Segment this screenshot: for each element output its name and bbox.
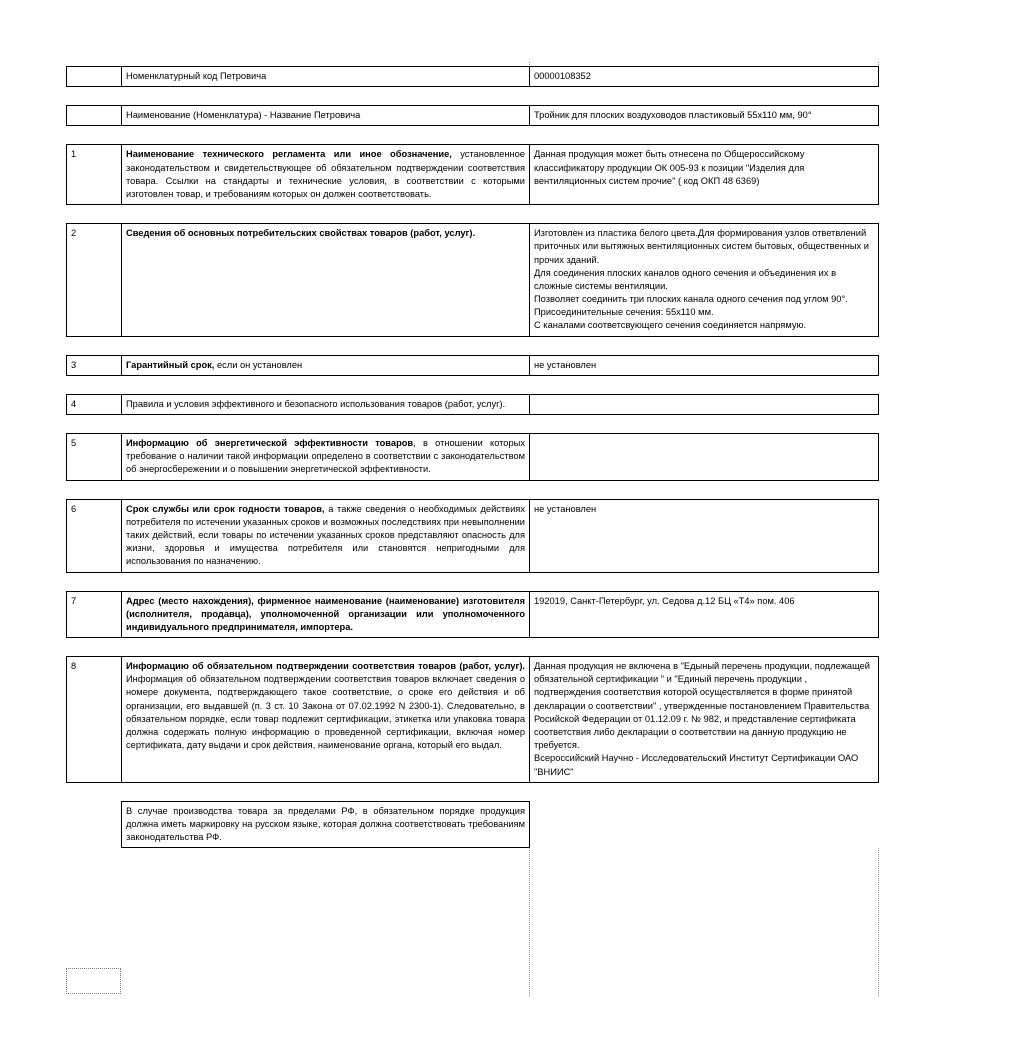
- row-label-bold: Информацию об энергетической эффективности товаров: [126, 438, 414, 448]
- spacer-cell: [67, 480, 122, 499]
- row-label-bold: Адрес (место нахождения), фирменное наименование (наименование) изготовителя (исполнителя, продавца), уполномоченной организации или уполномоченного индивидуального предпринимателя, импортера.: [126, 595, 525, 632]
- table-row-3: [67, 355, 879, 375]
- value-line: С каналами соответсвующего сечения соединяется напрямую.: [534, 320, 807, 331]
- row-number: 6: [67, 499, 122, 572]
- row-label: [122, 145, 530, 205]
- footer-note: В случае производства товара за пределами РФ, в обязательном порядке продукция должна иметь маркировку на русском языке, которая должна соответствовать требованиям законодательства РФ.: [122, 801, 530, 848]
- row-value: Данная продукция может быть отнесена по Общероссийскому классификатору продукции ОК 005-93 к позиции "Изделия для вентиляционных систем прочие" ( код ОКП 48 6369): [530, 145, 879, 205]
- spacer-cell: [530, 126, 879, 145]
- spacer-cell: [530, 336, 879, 355]
- table-row-8: [67, 657, 879, 783]
- table-row-4: [67, 394, 879, 414]
- spacer-cell: [530, 205, 879, 224]
- row-spacer: [67, 87, 879, 106]
- table-row-7: [67, 591, 879, 638]
- row-value: [530, 434, 879, 481]
- row-spacer: [67, 415, 879, 434]
- row-label: [122, 657, 530, 783]
- row-spacer: [67, 205, 879, 224]
- row-spacer: [67, 126, 879, 145]
- spacer-cell: [122, 205, 530, 224]
- row-value-empty: [530, 801, 879, 848]
- table-row-6: [67, 499, 879, 572]
- row-spacer: [67, 336, 879, 355]
- row-spacer: [67, 782, 879, 801]
- table-row-product-name: [67, 106, 879, 126]
- spacer-cell: [122, 638, 530, 657]
- row-label-bold: Срок службы или срок годности товаров,: [126, 503, 325, 514]
- spacer-cell: [67, 205, 122, 224]
- row-label-rest: , в отношении которых требование о наличии такой информации определено в соответствии с законодательством об энергосбережении и о повышении энергетической эффективности.: [126, 438, 525, 475]
- row-number-empty: [67, 106, 122, 126]
- row-value: 192019, Санкт-Петербург, ул. Седова д.12 БЦ «Т4» пом. 406: [530, 591, 879, 638]
- row-number: 2: [67, 224, 122, 337]
- row-value: [530, 394, 879, 414]
- value-line: Для соединения плоских каналов одного сечения и объединения их в сложные системы вентиляции.: [534, 267, 837, 291]
- spacer-cell: [67, 782, 122, 801]
- spacer-cell: [122, 782, 530, 801]
- label-product-name: Наименование (Номенклатура) - Название Петровича: [122, 106, 530, 126]
- spacer-cell: [530, 782, 879, 801]
- table-row-5: [67, 434, 879, 481]
- row-label-rest: установленное законодательством и свидетельствующее об обязательном подтверждении соответствия товара. Ссылки на стандарты и технические условия, в соответствии с которыми изготовлен товар, и требованиям которых он должен соответствовать.: [126, 149, 525, 199]
- row-spacer: [67, 572, 879, 591]
- row-number: 3: [67, 355, 122, 375]
- row-spacer: [67, 480, 879, 499]
- row-label: [122, 499, 530, 572]
- spacer-cell: [122, 480, 530, 499]
- spacer-cell: [67, 375, 122, 394]
- value-line: Позволяет соединить три плоских канала одного сечения под углом 90°.: [534, 294, 848, 305]
- empty-dotted-cell: [66, 968, 121, 994]
- row-number: 8: [67, 657, 122, 783]
- value-line: Изготовлен из пластика белого цвета.Для формирования узлов ответвлений приточных или вытяжных вентиляционных систем бытовых, общественных и прочих зданий.: [534, 228, 869, 265]
- value-nomenclature-code: 00000108352: [530, 67, 879, 87]
- label-nomenclature-code: Номенклатурный код Петровича: [122, 67, 530, 87]
- spacer-cell: [67, 638, 122, 657]
- row-number: 5: [67, 434, 122, 481]
- product-info-table: [66, 66, 879, 848]
- row-number-empty: [67, 801, 122, 848]
- spacer-cell: [122, 126, 530, 145]
- table-row-footer-note: [67, 801, 879, 848]
- value-line: Всероссийский Научно - Исследовательский Институт Сертификации ОАО "ВНИИС": [534, 753, 859, 777]
- value-product-name: Тройник для плоских воздуховодов пластиковый 55х110 мм, 90°: [530, 106, 879, 126]
- row-label-bold: Сведения об основных потребительских свойствах товаров (работ, услуг).: [126, 228, 476, 239]
- spacer-cell: [122, 87, 530, 106]
- row-number: 1: [67, 145, 122, 205]
- spacer-cell: [67, 126, 122, 145]
- spacer-cell: [530, 572, 879, 591]
- table-row-1: [67, 145, 879, 205]
- row-label-rest: если он установлен: [214, 359, 303, 370]
- row-value: [530, 657, 879, 783]
- row-number: 4: [67, 394, 122, 414]
- row-label-rest: Правила и условия эффективного и безопасного использования товаров (работ, услуг).: [126, 398, 506, 409]
- row-label-rest: а также сведения о необходимых действиях потребителя по истечении указанных сроков и возможных последствиях при невыполнении таких действий, если товары по истечении указанных сроков представляют опасность для жизни, здоровья и имущества потребителя или становятся непригодными для использования по назначению.: [126, 503, 525, 567]
- spacer-cell: [122, 572, 530, 591]
- row-label: [122, 355, 530, 375]
- row-label-rest: Информация об обязательном подтверждении соответствия товаров включает сведения о номере документа, подтверждающего такое соответствие, о сроке его действия и об организации, его выдавшей (п. 3 ст. 10 Закона от 07.02.1992 N 2300-1). Следовательно, в обязательном порядке, если товар подлежит сертификации, этикетка или упаковка товара должна содержать полную информацию о проведенной сертификации, включая номер сертификата, дату выдачи и срок действия, наименование органа, который его выдал.: [126, 674, 525, 751]
- row-label: [122, 394, 530, 414]
- spacer-cell: [530, 87, 879, 106]
- row-value: не установлен: [530, 355, 879, 375]
- row-spacer: [67, 375, 879, 394]
- row-label-bold: Наименование технического регламента или иное обозначение,: [126, 149, 452, 160]
- spacer-cell: [67, 415, 122, 434]
- row-value: [530, 224, 879, 337]
- row-value: не установлен: [530, 499, 879, 572]
- row-number: 7: [67, 591, 122, 638]
- row-label: [122, 224, 530, 337]
- spacer-cell: [122, 415, 530, 434]
- row-label: [122, 434, 530, 481]
- spacer-cell: [67, 572, 122, 591]
- spacer-cell: [67, 336, 122, 355]
- value-line: Присоединительные сечения: 55х110 мм.: [534, 307, 714, 318]
- spacer-cell: [67, 87, 122, 106]
- row-label-bold: Гарантийный срок,: [126, 359, 215, 370]
- spacer-cell: [530, 415, 879, 434]
- spacer-cell: [530, 638, 879, 657]
- row-label: [122, 591, 530, 638]
- spacer-cell: [122, 375, 530, 394]
- table-row-nomenclature-code: [67, 67, 879, 87]
- table-row-2: [67, 224, 879, 337]
- spacer-cell: [530, 375, 879, 394]
- row-spacer: [67, 638, 879, 657]
- row-number-empty: [67, 67, 122, 87]
- spacer-cell: [530, 480, 879, 499]
- row-label-bold: Информацию об обязательном подтверждении соответствия товаров (работ, услуг).: [126, 661, 525, 672]
- value-line: Данная продукция не включена в "Едыный перечень продукции, подлежащей обязательной сертификации " и "Единый перечень продукции , подтверждения соответствия которой осуществляется в форме принятой декларации о соответствии" , утвержденные постановлением Правительства Росийской Федерации от 01.12.09 г. № 982, и представление сертификата соответствия либо декларации о соответствии на данную продукцию не требуется.: [534, 661, 870, 751]
- spacer-cell: [122, 336, 530, 355]
